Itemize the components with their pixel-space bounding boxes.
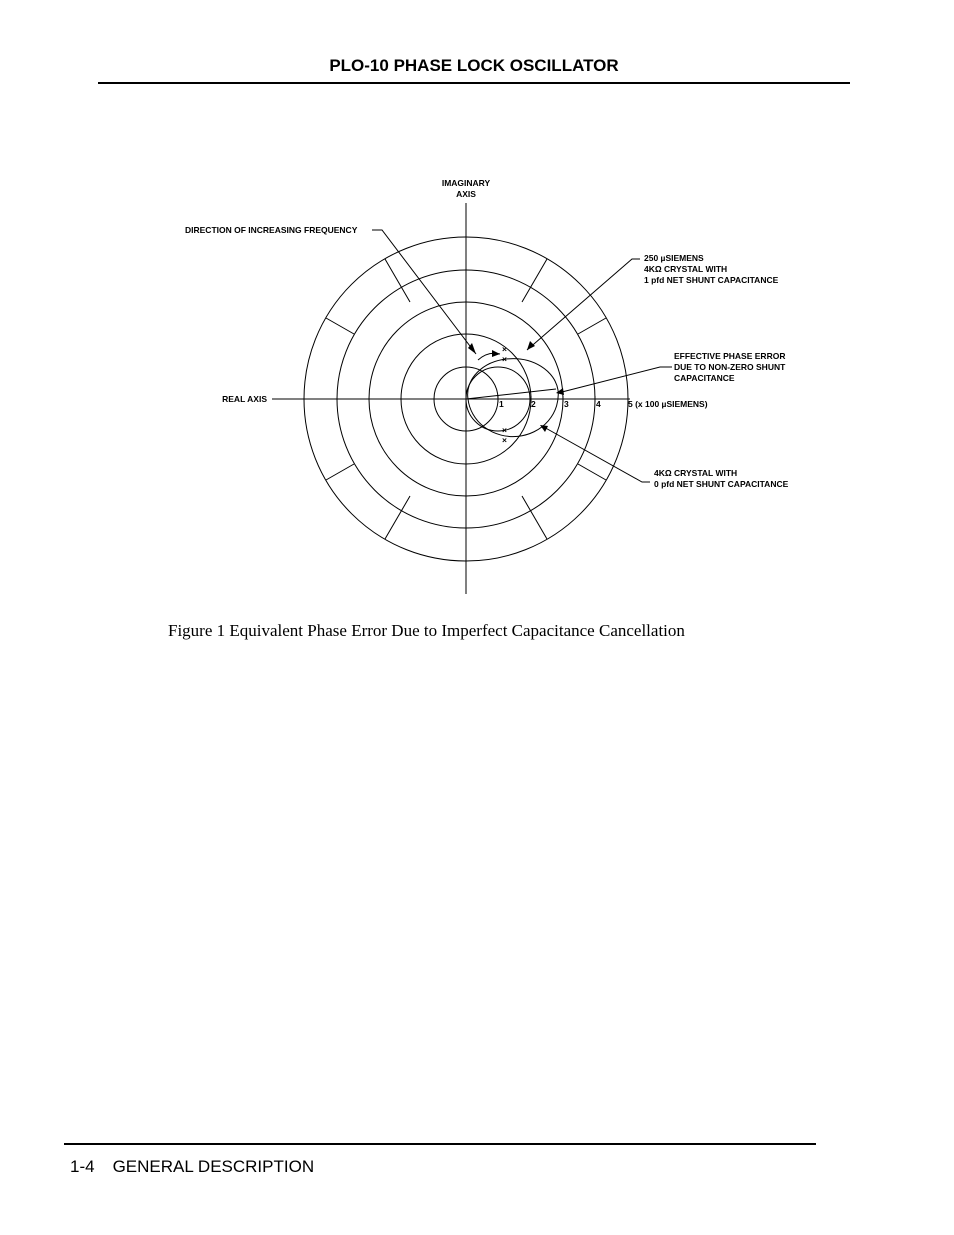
- callout-250-arrowhead: [527, 341, 535, 350]
- phase-error-label: CAPACITANCE: [674, 373, 735, 383]
- callout-250-leader: [527, 259, 640, 350]
- spoke: [578, 318, 606, 334]
- callout-0pfd-line: 4KΩ CRYSTAL WITH: [654, 468, 738, 478]
- page-number: 1-4: [70, 1157, 95, 1176]
- frequency-arc-arrowhead: [492, 350, 500, 357]
- imaginary-axis-label: AXIS: [456, 189, 476, 199]
- spoke: [578, 464, 606, 480]
- phase-error-leader: [558, 367, 672, 393]
- scale-label: 4: [596, 399, 601, 409]
- scale-label: 2: [531, 399, 536, 409]
- marker-x: ×: [502, 425, 507, 435]
- page-footer: [70, 1157, 314, 1177]
- callout-250-line: 1 pfd NET SHUNT CAPACITANCE: [644, 275, 779, 285]
- figure-caption: Figure 1 Equivalent Phase Error Due to Imperfect Capacitance Cancellation: [168, 621, 685, 640]
- phase-error-line: [466, 389, 556, 399]
- section-title: GENERAL DESCRIPTION: [112, 1157, 315, 1176]
- phase-error-label: EFFECTIVE PHASE ERROR: [674, 351, 786, 361]
- scale-label: 3: [564, 399, 569, 409]
- real-axis-label: REAL AXIS: [222, 394, 267, 404]
- footer-divider: [64, 1143, 816, 1145]
- page-header-title: PLO-10 PHASE LOCK OSCILLATOR: [329, 56, 619, 75]
- spoke: [326, 318, 354, 334]
- phase-error-label: DUE TO NON-ZERO SHUNT: [674, 362, 786, 372]
- scale-label-units: 5 (x 100 µSIEMENS): [628, 399, 708, 409]
- marker-x: ×: [502, 344, 507, 354]
- marker-x: ×: [502, 435, 507, 445]
- callout-250-line: 4KΩ CRYSTAL WITH: [644, 264, 728, 274]
- spoke: [326, 464, 354, 480]
- direction-label: DIRECTION OF INCREASING FREQUENCY: [185, 225, 358, 235]
- phase-error-arrowhead: [556, 388, 564, 395]
- callout-0pfd-leader: [542, 426, 650, 482]
- marker-x: ×: [502, 354, 507, 364]
- callout-250-line: 250 µSIEMENS: [644, 253, 704, 263]
- imaginary-axis-label: IMAGINARY: [441, 178, 491, 188]
- callout-0pfd-line: 0 pfd NET SHUNT CAPACITANCE: [654, 479, 789, 489]
- scale-label: 1: [499, 399, 504, 409]
- direction-leader: [372, 230, 476, 354]
